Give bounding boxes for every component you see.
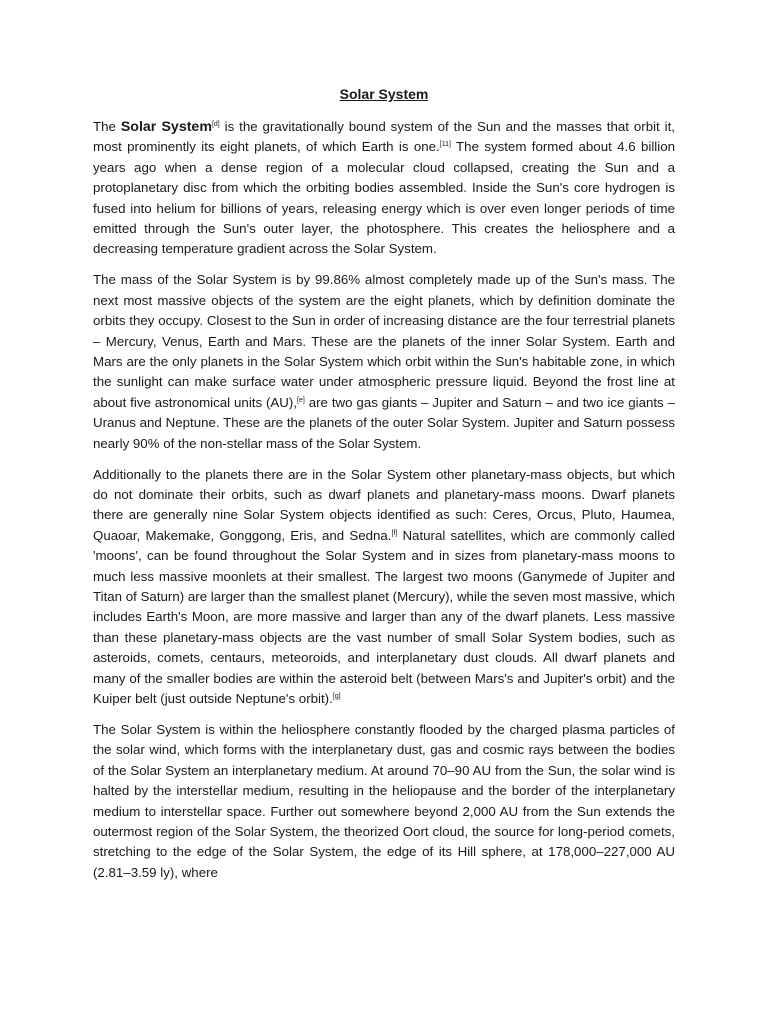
citation-ref[interactable]: [11] (439, 141, 451, 149)
paragraph-text: Natural satellites, which are commonly called 'moons', can be found throughout the Solar System and in sizes from planetary-mass moons to much less massive moonlets at their smallest. The largest two moons (Ganymede of Jupiter and Titan of Saturn) are larger than the smallest planet (Mercury), while the seven most massive, which includes Earth's Moon, are more massive and larger than any of the dwarf planets. Less massive than these planetary-mass objects are the vast number of small Solar System bodies, such as asteroids, comets, centaurs, meteoroids, and interplanetary dust clouds. All dwarf planets and many of the smaller bodies are within the asteroid belt (between Mars's and Jupiter's orbit) and the Kuiper belt (just outside Neptune's orbit). (93, 527, 675, 706)
paragraph-dwarf-planets (93, 465, 675, 710)
paragraph-text: The Solar System is within the heliosphere constantly flooded by the charged plasma particles of the solar wind, which forms with the interplanetary dust, gas and cosmic rays between the bodies of the Solar System an interplanetary medium. At around 70–90 AU from the Sun, the solar wind is halted by the interstellar medium, resulting in the heliopause and the border of the interplanetary medium to interstellar space. Further out somewhere beyond 2,000 AU from the Sun extends the outermost region of the Solar System, the theorized Oort cloud, the source for long-period comets, stretching to the edge of the Solar System, the edge of its Hill sphere, at 178,000–227,000 AU (2.81–3.59 ly), where (93, 721, 675, 880)
paragraph-text: is the gravitationally bound system of the Sun and the masses that orbit it, most prominently its eight planets, of which Earth is one. (93, 119, 675, 155)
paragraph-lead: The (93, 119, 121, 134)
paragraph-text: The system formed about 4.6 billion years ago when a dense region of a molecular cloud collapsed, creating the Sun and a protoplanetary disc from which the orbiting bodies assembled. Inside the Sun's core hydrogen is fused into helium for billions of years, releasing energy which is over even longer periods of time emitted through the Sun's outer layer, the photosphere. This creates the heliosphere and a decreasing temperature gradient across the Solar System. (93, 139, 675, 257)
footnote-ref[interactable]: [d] (211, 121, 220, 128)
paragraph-text: The mass of the Solar System is by 99.86% almost completely made up of the Sun's mass. The next most massive objects of the system are the eight planets, which by definition dominate the orbits they occupy. Closest to the Sun in order of increasing distance are the four terrestrial planets – Mercury, Venus, Earth and Mars. These are the planets of the inner Solar System. Earth and Mars are the only planets in the Solar System which orbit within the Sun's habitable zone, in which the sunlight can make surface water under atmospheric pressure liquid. Beyond the frost line at about five astronomical units (AU), (93, 272, 675, 410)
footnote-ref[interactable]: [g] (332, 692, 341, 700)
footnote-ref[interactable]: [e] (297, 396, 305, 404)
footnote-ref[interactable]: [f] (391, 529, 398, 537)
paragraph-text: Additionally to the planets there are in the Solar System other planetary-mass objects, but which do not dominate their orbits, such as dwarf planets and planetary-mass moons. Dwarf planets there are generally nine Solar System objects identified as such: Ceres, Orcus, Pluto, Haumea, Quaoar, Makemake, Gonggong, Eris, and Sedna. (93, 466, 675, 543)
paragraph-intro (93, 117, 675, 260)
paragraph-heliosphere (93, 720, 675, 883)
paragraph-text: are two gas giants – Jupiter and Saturn – and two ice giants – Uranus and Neptune. These are the planets of the outer Solar System. Jupiter and Saturn possess nearly 90% of the non-stellar mass of the Solar System. (93, 394, 675, 451)
bold-term: Solar System (120, 119, 212, 135)
paragraph-mass (93, 270, 675, 454)
document-title: Solar System (339, 86, 429, 102)
document-body (93, 117, 675, 894)
